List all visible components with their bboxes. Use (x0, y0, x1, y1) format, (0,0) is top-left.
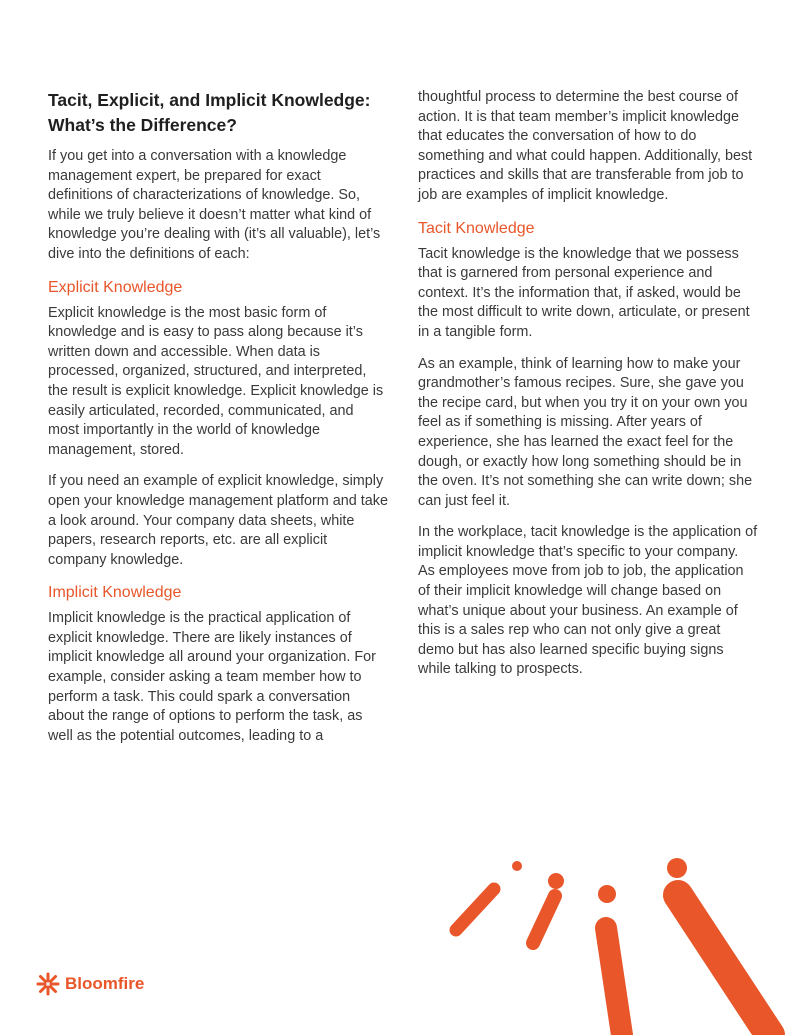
burst-dot-1 (512, 861, 522, 871)
explicit-paragraph-1: Explicit knowledge is the most basic form of knowledge and is easy to pass along because it’s written down and accessible. When data is processed, organized, structured, and interpreted, the result is explicit knowledge. Explicit knowledge is easily articulated, recorded, communicated, and most importantly in the world of knowledge management, stored. (48, 304, 384, 458)
tacit-paragraph-1: Tacit knowledge is the knowledge that we possess that is garnered from personal experience and context. It’s the information that, if asked, would be the most difficult to write down, articulate, or present in a tangible form. (418, 245, 750, 340)
bloomfire-burst-icon (36, 972, 60, 996)
intro-paragraph: If you get into a conversation with a knowledge management expert, be prepared for exact definitions of characterizations of knowledge. So, while we truly believe it doesn’t matter what kind of knowledge you’re dealing with (it’s all valuable), let’s dive into the definitions of each: (48, 148, 381, 262)
burst-ray-1 (456, 889, 494, 930)
tacit-paragraph-3: In the workplace, tacit knowledge is the application of implicit knowledge that’s specific to your company. As employees move from job to job, the application of their implicit knowledge will change based on what’s unique about your business. An example of this is a sales rep who can not only give a great demo but has also learned specific buying signs while talking to prospects. (418, 524, 758, 678)
implicit-paragraph-1b: thoughtful process to determine the best course of action. It is that team member’s implicit knowledge that educates the conversation of how to do something and what could happen. Additionally, best practices and skills that are transferable from job to job are examples of implicit knowledge. (418, 89, 753, 203)
implicit-heading: Implicit Knowledge (48, 584, 182, 602)
tacit-paragraph-2: As an example, think of learning how to make your grandmother’s famous recipes. Sure, she gave you the recipe card, but when you try it on your own you feel as if something is missing. After years of experience, she has learned the exact feel for the dough, or exactly how long something should be in the oven. It’s not something she can write down; she can just feel it. (418, 355, 753, 509)
bloomfire-logo (36, 972, 144, 996)
burst-dot-3 (598, 885, 616, 903)
article-title-line1: Tacit, Explicit, and Implicit Knowledge: (48, 90, 371, 110)
brand-name: Bloomfire (65, 974, 145, 993)
implicit-paragraph-1a: Implicit knowledge is the practical application of explicit knowledge. There are likely instances of implicit knowledge all around your organization. For example, consider asking a team member how to perform a task. This could spark a conversation about the range of options to perform the task, as well as the potential outcomes, leading to a (48, 610, 376, 744)
tacit-heading: Tacit Knowledge (418, 219, 535, 237)
explicit-heading: Explicit Knowledge (48, 278, 183, 296)
burst-dot-2 (548, 873, 564, 889)
article-title-line2: What’s the Difference? (48, 115, 237, 135)
burst-ray-3 (606, 928, 622, 1035)
burst-ray-4 (678, 895, 770, 1035)
explicit-paragraph-2: If you need an example of explicit knowledge, simply open your knowledge management platform and take a look around. Your company data sheets, white papers, research reports, etc. are all explicit company knowledge. (48, 473, 388, 568)
burst-dot-4 (667, 858, 687, 878)
burst-ray-2 (533, 896, 555, 943)
